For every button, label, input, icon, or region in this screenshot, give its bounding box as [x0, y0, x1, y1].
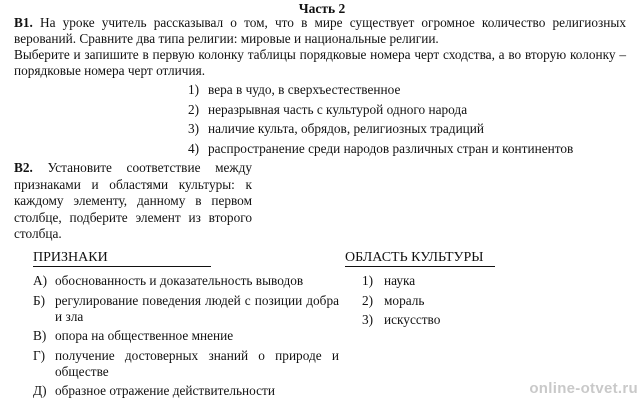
- task-b1-instruction: Выберите и запишите в первую колонку таблицы порядковые номера черт сходства, а во вторую колонку – порядковые номера черт отличия.: [14, 47, 626, 78]
- sign-item-b: [33, 293, 339, 325]
- task-b2-label: B2.: [14, 160, 33, 175]
- area-number: 3): [362, 312, 374, 327]
- sign-item-g: [33, 348, 339, 380]
- sign-text: получение достоверных знаний о природе и обществе: [55, 347, 339, 379]
- area-text: мораль: [384, 292, 425, 308]
- sign-letter: Д): [33, 383, 47, 398]
- option-text: наличие культа, обрядов, религиозных традиций: [208, 121, 485, 136]
- option-item-1: [188, 82, 628, 102]
- signs-list: [33, 273, 339, 403]
- option-item-2: [188, 102, 628, 122]
- task-b2-instruction: Установите соответствие между признаками и областями культуры: к каждому элементу, данному в первом столбце, подберите элемент из второго столбца.: [14, 160, 253, 241]
- signs-header-underline: [33, 266, 211, 267]
- option-number: 1): [188, 82, 200, 97]
- option-number: 3): [188, 121, 200, 136]
- watermark: online-otvet.ru: [529, 380, 638, 397]
- area-text: наука: [384, 273, 416, 288]
- task-b1-intro: На уроке учитель рассказывал о том, что в мире существует огромное количество религиозных верований. Сравните два типа религии: мировые и национальные религии.: [14, 15, 626, 46]
- option-number: 2): [188, 101, 200, 117]
- task-b1-options: [188, 82, 628, 160]
- sign-letter: Б): [33, 292, 46, 308]
- area-text: искусство: [384, 312, 441, 327]
- option-item-3: [188, 121, 628, 141]
- option-item-4: [188, 141, 628, 161]
- option-number: 4): [188, 140, 200, 156]
- area-number: 2): [362, 292, 374, 308]
- sign-letter: А): [33, 273, 48, 288]
- sign-text: регулирование поведения людей с позиции добра и зла: [55, 292, 339, 324]
- areas-list: [362, 273, 482, 332]
- sign-text: образное отражение действительности: [55, 383, 275, 398]
- sign-letter: Г): [33, 347, 46, 363]
- sign-letter: В): [33, 328, 47, 343]
- task-b1: [14, 15, 626, 79]
- area-item-2: [362, 293, 482, 313]
- sign-item-d: [33, 383, 339, 399]
- option-text: неразрывная часть с культурой одного народа: [208, 101, 468, 117]
- sign-text: обоснованность и доказательность выводов: [55, 273, 304, 288]
- areas-header-underline: [345, 266, 495, 267]
- area-number: 1): [362, 273, 374, 288]
- sign-item-v: [33, 328, 339, 344]
- option-text: распространение среди народов различных стран и континентов: [208, 140, 574, 156]
- sign-text: опора на общественное мнение: [55, 328, 234, 343]
- areas-column-header: ОБЛАСТЬ КУЛЬТУРЫ: [345, 250, 484, 265]
- part-title: Часть 2: [298, 1, 346, 16]
- area-item-1: [362, 273, 482, 293]
- signs-column-header: ПРИЗНАКИ: [33, 250, 108, 265]
- task-b1-label: B1.: [14, 15, 33, 30]
- task-b2: [14, 160, 252, 243]
- option-text: вера в чудо, в сверхъестественное: [208, 82, 401, 97]
- sign-item-a: [33, 273, 339, 289]
- area-item-3: [362, 312, 482, 332]
